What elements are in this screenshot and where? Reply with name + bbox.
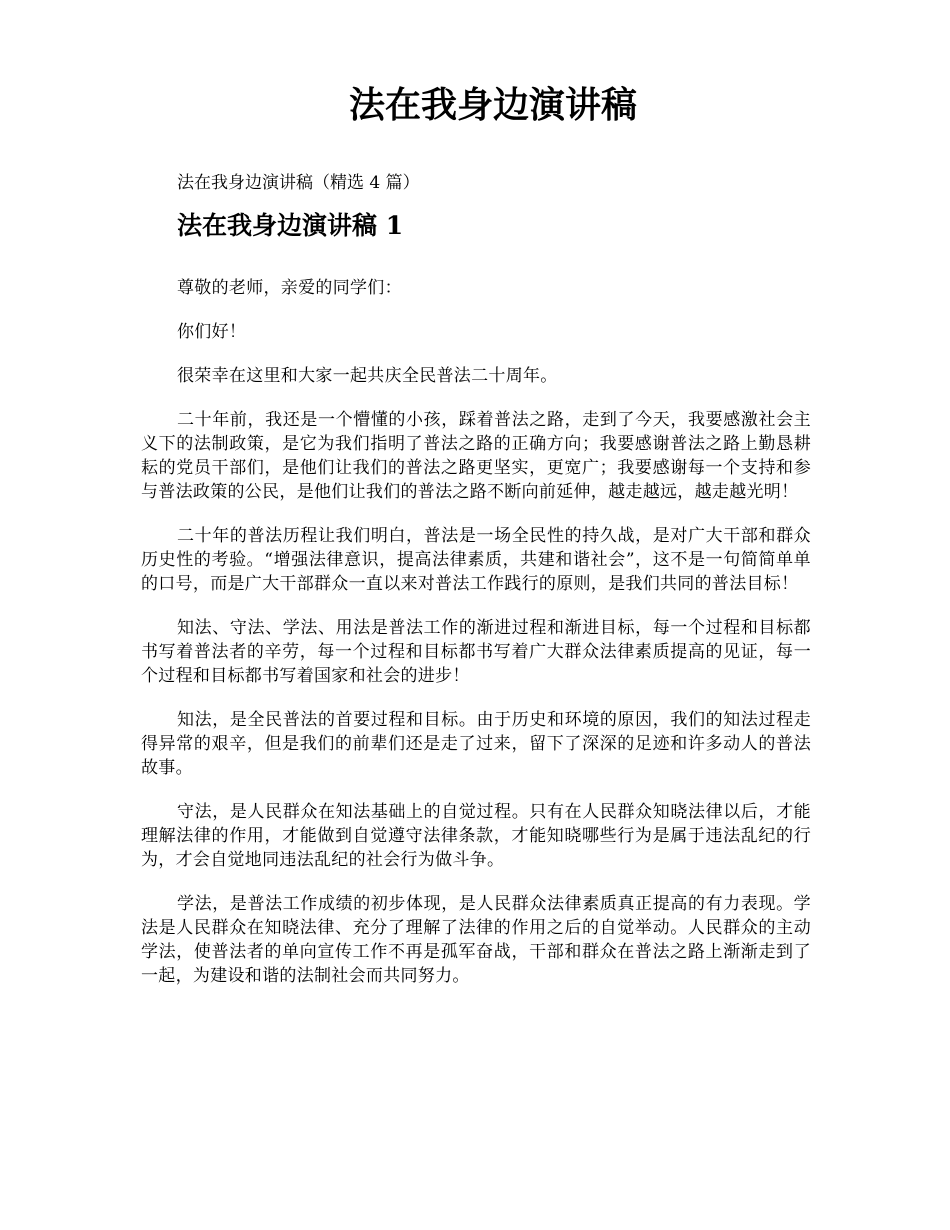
section-heading: 法在我身边演讲稿 1 <box>177 211 404 240</box>
paragraph-intro: 很荣幸在这里和大家一起共庆全民普法二十周年。 <box>177 366 558 386</box>
paragraph: 守法，是人民群众在知法基础上的自觉过程。只有在人民群众知晓法律以后，才能理解法律的作用，才能做到自觉遵守法律条款，才能知晓哪些行为是属于违法乱纪的行为，才会自觉地同违法乱纪的社会行为做斗争。 <box>141 802 811 870</box>
paragraph: 二十年的普法历程让我们明白，普法是一场全民性的持久战，是对广大干部和群众历史性的考验。“增强法律意识，提高法律素质，共建和谐社会”，这不是一句简简单单的口号，而是广大干部群众一直以来对普法工作践行的原则，是我们共同的普法目标！ <box>141 526 811 594</box>
paragraph-hello: 你们好！ <box>177 322 247 342</box>
document-subtitle: 法在我身边演讲稿（精选 4 篇） <box>177 173 420 193</box>
paragraph: 知法，是全民普法的首要过程和目标。由于历史和环境的原因，我们的知法过程走得异常的艰辛，但是我们的前辈们还是走了过来，留下了深深的足迹和许多动人的普法故事。 <box>141 710 811 778</box>
document-body <box>141 276 811 1008</box>
paragraph-greeting: 尊敬的老师，亲爱的同学们： <box>177 278 402 298</box>
paragraph: 学法，是普法工作成绩的初步体现，是人民群众法律素质真正提高的有力表现。学法是人民群众在知晓法律、充分了理解了法律的作用之后的自觉举动。人民群众的主动学法，使普法者的单向宣传工作不再是孤军奋战，干部和群众在普法之路上渐渐走到了一起，为建设和谐的法制社会而共同努力。 <box>141 894 811 986</box>
document-title: 法在我身边演讲稿 <box>348 84 637 126</box>
paragraph: 二十年前，我还是一个懵懂的小孩，踩着普法之路，走到了今天，我要感激社会主义下的法制政策，是它为我们指明了普法之路的正确方向；我要感谢普法之路上勤恳耕耘的党员干部们，是他们让我们的普法之路更坚实，更宽广；我要感谢每一个支持和参与普法政策的公民，是他们让我们的普法之路不断向前延伸，越走越远，越走越光明！ <box>141 410 811 502</box>
paragraph: 知法、守法、学法、用法是普法工作的渐进过程和渐进目标，每一个过程和目标都书写着普法者的辛劳，每一个过程和目标都书写着广大群众法律素质提高的见证，每一个过程和目标都书写着国家和社会的进步！ <box>141 618 811 686</box>
